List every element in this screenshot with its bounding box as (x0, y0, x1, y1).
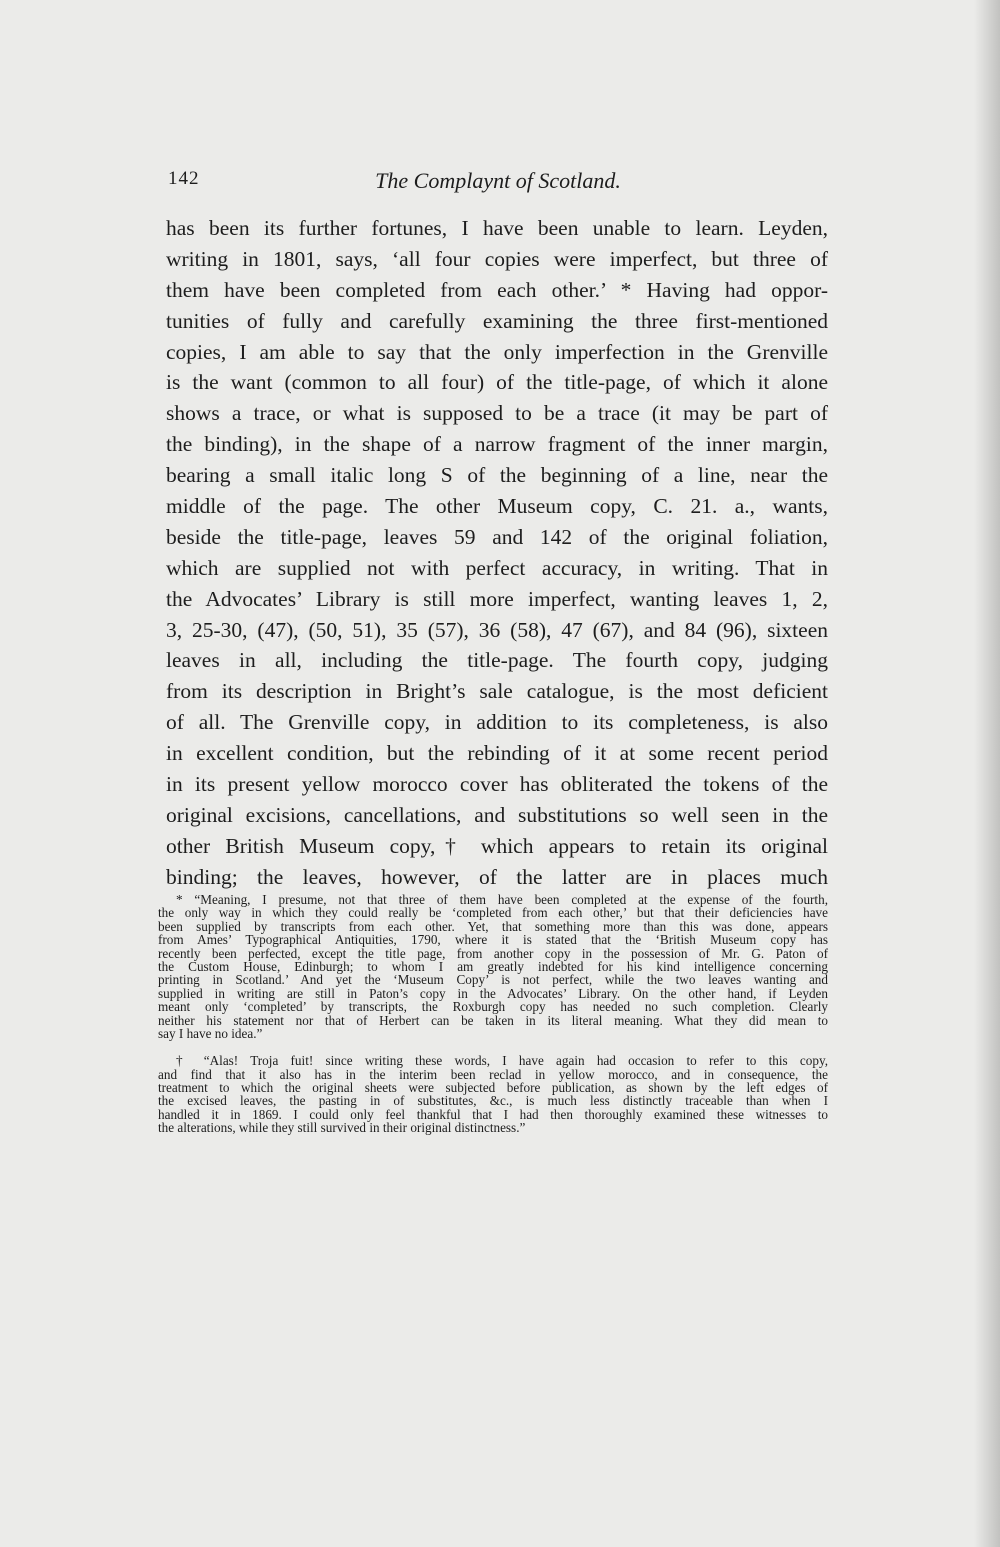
footnote-line: say I have no idea.” (158, 1025, 263, 1041)
text-line: the Advocates’ Library is still more imperfect, wanting leaves 1, 2, (166, 586, 828, 611)
text-line: in its present yellow morocco cover has obliterated the tokens of the (166, 772, 828, 797)
text-line: middle of the page. The other Museum copy, C. 21. a., wants, (166, 494, 828, 519)
footnote-line: and find that it also has in the interim been reclad in yellow morocco, and in consequence, the (158, 1066, 828, 1082)
text-line: in excellent condition, but the rebinding of it at some recent period (166, 741, 828, 766)
text-line: 3, 25-30, (47), (50, 51), 35 (57), 36 (58), 47 (67), and 84 (96), sixteen (166, 617, 828, 642)
footnote-line: † “Alas! Troja fuit! since writing these words, I have again had occasion to refer to this copy, (176, 1053, 828, 1069)
footnotes (158, 893, 828, 1135)
text-line: from its description in Bright’s sale catalogue, is the most deficient (166, 679, 828, 704)
page-header (168, 168, 828, 200)
footnote-line: printing in Scotland.’ And yet the ‘Museum Copy’ is not perfect, while the two leaves wanting and (158, 972, 828, 988)
text-line: binding; the leaves, however, of the latter are in places much (166, 864, 828, 889)
text-line: other British Museum copy,† which appears to retain its original (166, 833, 828, 858)
footnote-line: been supplied by transcripts from each other. Yet, that something more than this was done, appears (158, 918, 828, 934)
text-line: original excisions, cancellations, and substitutions so well seen in the (166, 802, 828, 827)
running-title: The Complaynt of Scotland. (375, 168, 621, 193)
footnote-line: supplied in writing are still in Paton’s copy in the Advocates’ Library. On the other hand, if Leyden (158, 985, 828, 1001)
footnote-line: the only way in which they could really be ‘completed from each other,’ but that their deficiencies have (158, 905, 828, 921)
footnote-line: the alterations, while they still survived in their original distinctness.” (158, 1120, 526, 1136)
footnote-asterisk (158, 893, 828, 1040)
text-line: beside the title-page, leaves 59 and 142 of the original foliation, (166, 524, 828, 549)
text-line: tunities of fully and carefully examining the three first-mentioned (166, 308, 828, 333)
footnote-line: the Custom House, Edinburgh; to whom I am greatly indebted for his kind intelligence concerning (158, 958, 828, 974)
footnote-line: from Ames’ Typographical Antiquities, 1790, where it is stated that the ‘British Museum copy has (158, 932, 828, 948)
text-line: has been its further fortunes, I have been unable to learn. Leyden, (166, 216, 828, 240)
text-line: which are supplied not with perfect accuracy, in writing. That in (166, 555, 828, 580)
text-line: of all. The Grenville copy, in addition to its completeness, is also (166, 710, 828, 735)
text-line: shows a trace, or what is supposed to be a trace (it may be part of (166, 401, 828, 426)
footnote-line: meant only ‘completed’ by transcripts, the Roxburgh copy has needed no such completion. Clearly (158, 999, 828, 1015)
text-line: the binding), in the shape of a narrow fragment of the inner margin, (166, 432, 828, 457)
text-line: copies, I am able to say that the only imperfection in the Grenville (166, 339, 828, 364)
text-line: them have been completed from each other.’ * Having had oppor- (166, 277, 828, 302)
text-line: is the want (common to all four) of the title-page, of which it alone (166, 370, 828, 395)
footnote-line: the excised leaves, the pasting in of substitutes, &c., is much less distinctly traceable than when I (158, 1093, 828, 1109)
text-line: bearing a small italic long S of the beginning of a line, near the (166, 463, 828, 488)
footnote-line: neither his statement nor that of Herbert can be taken in its literal meaning. What they did mean to (158, 1012, 828, 1028)
footnote-line: * “Meaning, I presume, not that three of them have been completed at the expense of the fourth, (176, 892, 828, 907)
footnote-line: handled it in 1869. I could only feel thankful that I had then thoroughly examined these witnesses to (158, 1106, 828, 1122)
text-line: writing in 1801, says, ‘all four copies were imperfect, but three of (166, 246, 828, 271)
footnote-dagger (158, 1054, 828, 1134)
page-number: 142 (168, 168, 200, 189)
footnote-line: treatment to which the original sheets were subjected before publication, as shown by the left edges of (158, 1080, 828, 1096)
body-text (166, 213, 828, 893)
text-line: leaves in all, including the title-page. The fourth copy, judging (166, 648, 828, 673)
page-edge-shadow (974, 0, 1000, 1547)
footnote-line: recently been perfected, except the title page, from another copy in the possession of Mr. G. Paton of (158, 945, 828, 961)
